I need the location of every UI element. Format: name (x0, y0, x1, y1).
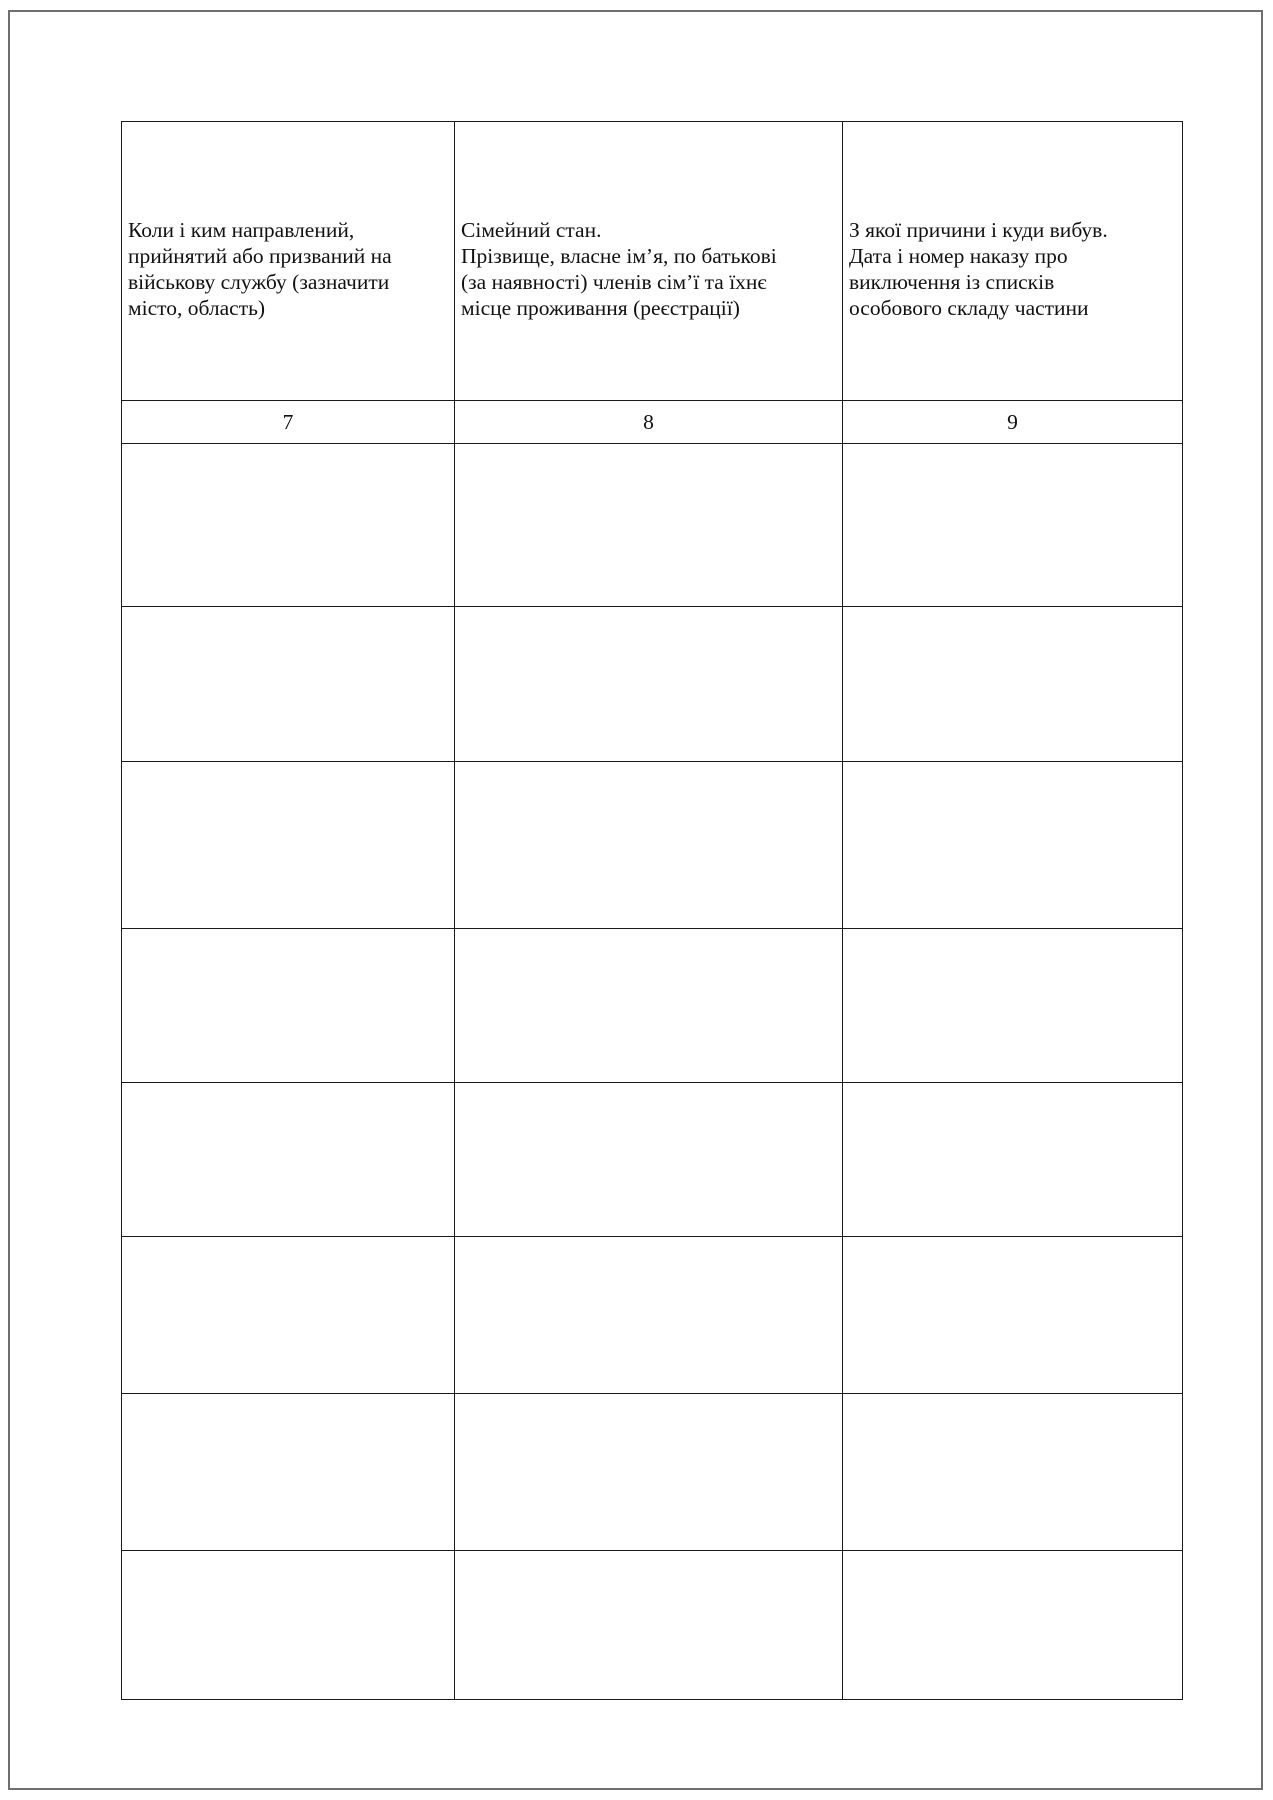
header-cell-8 (455, 122, 843, 401)
table-row (122, 1394, 1183, 1551)
column-number-row (122, 401, 1183, 444)
table-cell[interactable] (122, 444, 455, 607)
table-cell[interactable] (843, 607, 1183, 762)
table-row (122, 1083, 1183, 1237)
table-cell[interactable] (122, 607, 455, 762)
table-cell[interactable] (455, 762, 843, 929)
table-cell[interactable] (455, 929, 843, 1083)
table-row (122, 1551, 1183, 1700)
table-cell[interactable] (455, 1083, 843, 1237)
table-row (122, 444, 1183, 607)
table-cell[interactable] (455, 607, 843, 762)
table-cell[interactable] (455, 1551, 843, 1700)
table-cell[interactable] (455, 1237, 843, 1394)
header-text-9: З якої причини і куди вибув. Дата і номер наказу про виключення із списків особового складу частини (849, 218, 1108, 320)
table-cell[interactable] (843, 1083, 1183, 1237)
personnel-record-table (121, 121, 1183, 1700)
table-cell[interactable] (122, 1551, 455, 1700)
column-number-7: 7 (122, 401, 455, 444)
header-text-7: Коли і ким направлений, прийнятий або призваний на військову службу (зазначити місто, область) (128, 218, 392, 320)
table-cell[interactable] (122, 1083, 455, 1237)
table-cell[interactable] (122, 929, 455, 1083)
table-row (122, 1237, 1183, 1394)
table-row (122, 929, 1183, 1083)
column-number-9: 9 (843, 401, 1183, 444)
table-cell[interactable] (122, 762, 455, 929)
table-cell[interactable] (843, 929, 1183, 1083)
table-cell[interactable] (122, 1394, 455, 1551)
table-cell[interactable] (843, 444, 1183, 607)
table-cell[interactable] (122, 1237, 455, 1394)
table-cell[interactable] (843, 762, 1183, 929)
table-cell[interactable] (843, 1237, 1183, 1394)
table-cell[interactable] (455, 444, 843, 607)
table-cell[interactable] (455, 1394, 843, 1551)
table-cell[interactable] (843, 1394, 1183, 1551)
column-number-8: 8 (455, 401, 843, 444)
header-row (122, 122, 1183, 401)
header-cell-9 (843, 122, 1183, 401)
table-cell[interactable] (843, 1551, 1183, 1700)
table-row (122, 607, 1183, 762)
header-text-8: Сімейний стан. Прізвище, власне ім’я, по батькові (за наявності) членів сім’ї та їхнє місце проживання (реєстрації) (461, 218, 777, 320)
table-row (122, 762, 1183, 929)
header-cell-7 (122, 122, 455, 401)
